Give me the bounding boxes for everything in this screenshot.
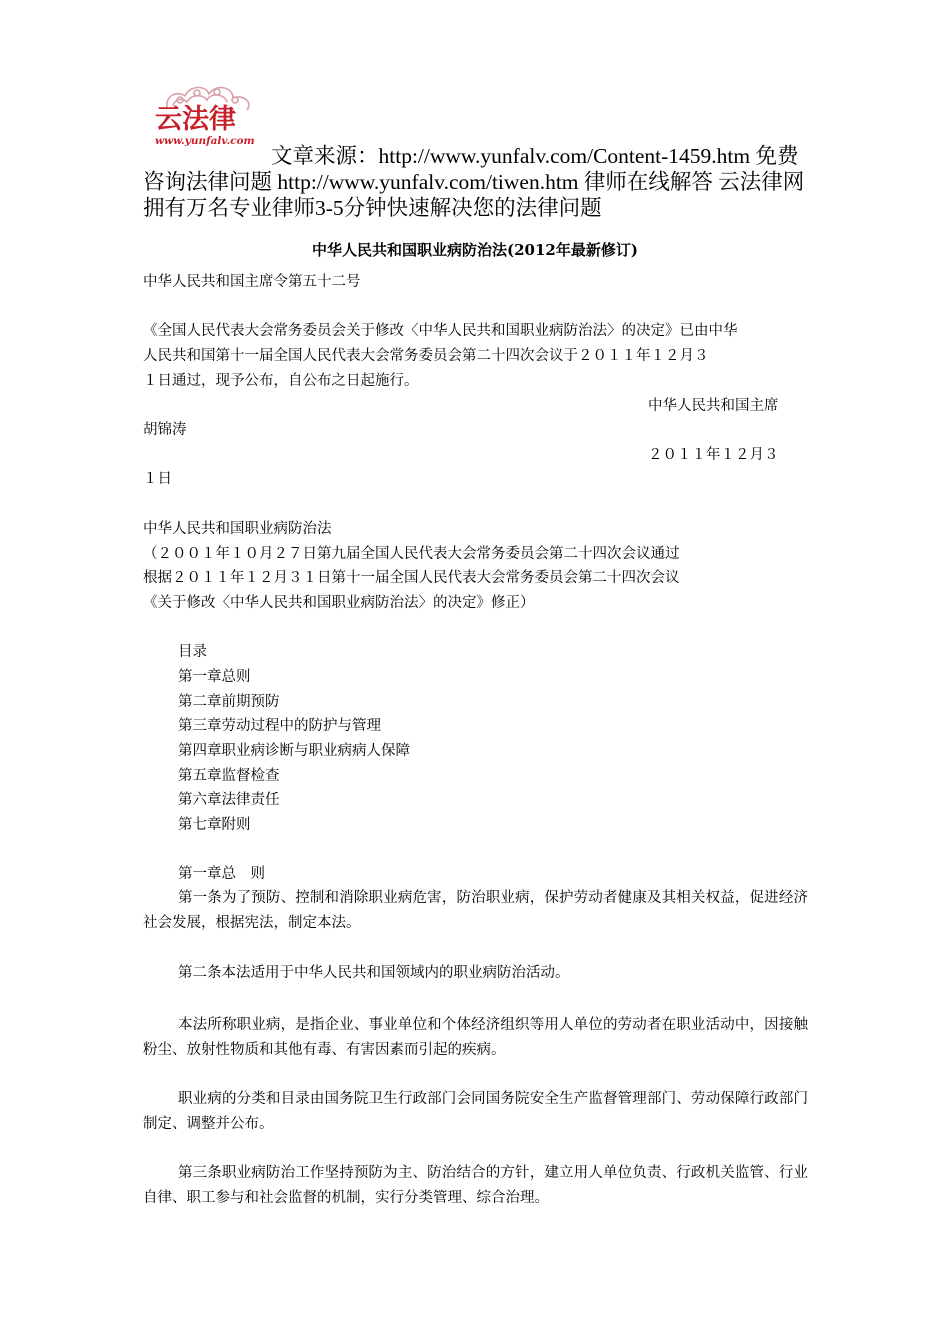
order-number: 中华人民共和国主席令第五十二号 [143, 274, 361, 290]
signature-date-line-2: １日 [143, 471, 172, 487]
article-3: 第三条职业病防治工作坚持预防为主、防治结合的方针，建立用人单位负责、行政机关监管、行业自律、职工参与和社会监督的机制，实行分类管理、综合治理。 [143, 1165, 808, 1206]
logo-brand: 云法律 [155, 104, 236, 135]
adoption-line-3: 《关于修改〈中华人民共和国职业病防治法〉的决定》修正） [143, 595, 535, 611]
source-notice-text: 文章来源：http://www.yunfalv.com/Content-1459.htm 免费咨询法律问题 http://www.yunfalv.com/tiwen.htm 律师在线解答 云法律网拥有万名专业律师3-5分钟快速解决您的法律问题 [143, 144, 805, 220]
article-1: 第一条为了预防、控制和消除职业病危害，防治职业病，保护劳动者健康及其相关权益，促进经济社会发展，根据宪法，制定本法。 [143, 890, 808, 931]
signature-date-line-1: ２０１１年１２月３ [648, 447, 779, 463]
toc-item: 第二章前期预防 [178, 694, 280, 710]
signatory-title: 中华人民共和国主席 [648, 398, 779, 414]
toc-item: 第七章附则 [178, 817, 251, 833]
article-2-paragraph-2: 本法所称职业病，是指企业、事业单位和个体经济组织等用人单位的劳动者在职业活动中，因接触粉尘、放射性物质和其他有毒、有害因素而引起的疾病。 [143, 1017, 808, 1058]
article-2: 第二条本法适用于中华人民共和国领域内的职业病防治活动。 [178, 965, 570, 981]
article-2-paragraph-3: 职业病的分类和目录由国务院卫生行政部门会同国务院安全生产监督管理部门、劳动保障行政部门制定、调整并公布。 [143, 1091, 808, 1132]
announcement-line-3: １日通过，现予公布，自公布之日起施行。 [143, 373, 419, 389]
toc-item: 第四章职业病诊断与职业病病人保障 [178, 743, 410, 759]
adoption-line-2: 根据２０１１年１２月３１日第十一届全国人民代表大会常务委员会第二十四次会议 [143, 570, 680, 586]
toc-item: 第六章法律责任 [178, 792, 280, 808]
signatory-name: 胡锦涛 [143, 422, 187, 438]
announcement-line-2: 人民共和国第十一届全国人民代表大会常务委员会第二十四次会议于２０１１年１２月３ [143, 348, 709, 364]
toc-item: 第三章劳动过程中的防护与管理 [178, 718, 381, 734]
toc-item: 第五章监督检查 [178, 768, 280, 784]
source-notice [143, 143, 813, 221]
yunfalv-logo [145, 78, 275, 150]
logo-url: www.yunfalv.com [155, 135, 255, 147]
law-title: 中华人民共和国职业病防治法 [143, 521, 332, 537]
toc-item: 第一章总则 [178, 669, 251, 685]
announcement-line-1: 《全国人民代表大会常务委员会关于修改〈中华人民共和国职业病防治法〉的决定》已由中华 [143, 323, 738, 339]
toc-heading: 目录 [178, 644, 207, 660]
chapter-1-heading: 第一章总 则 [178, 866, 265, 882]
adoption-line-1: （２００１年１０月２７日第九届全国人民代表大会常务委员会第二十四次会议通过 [143, 546, 680, 562]
document-title: 中华人民共和国职业病防治法(2012年最新修订) [312, 241, 638, 259]
